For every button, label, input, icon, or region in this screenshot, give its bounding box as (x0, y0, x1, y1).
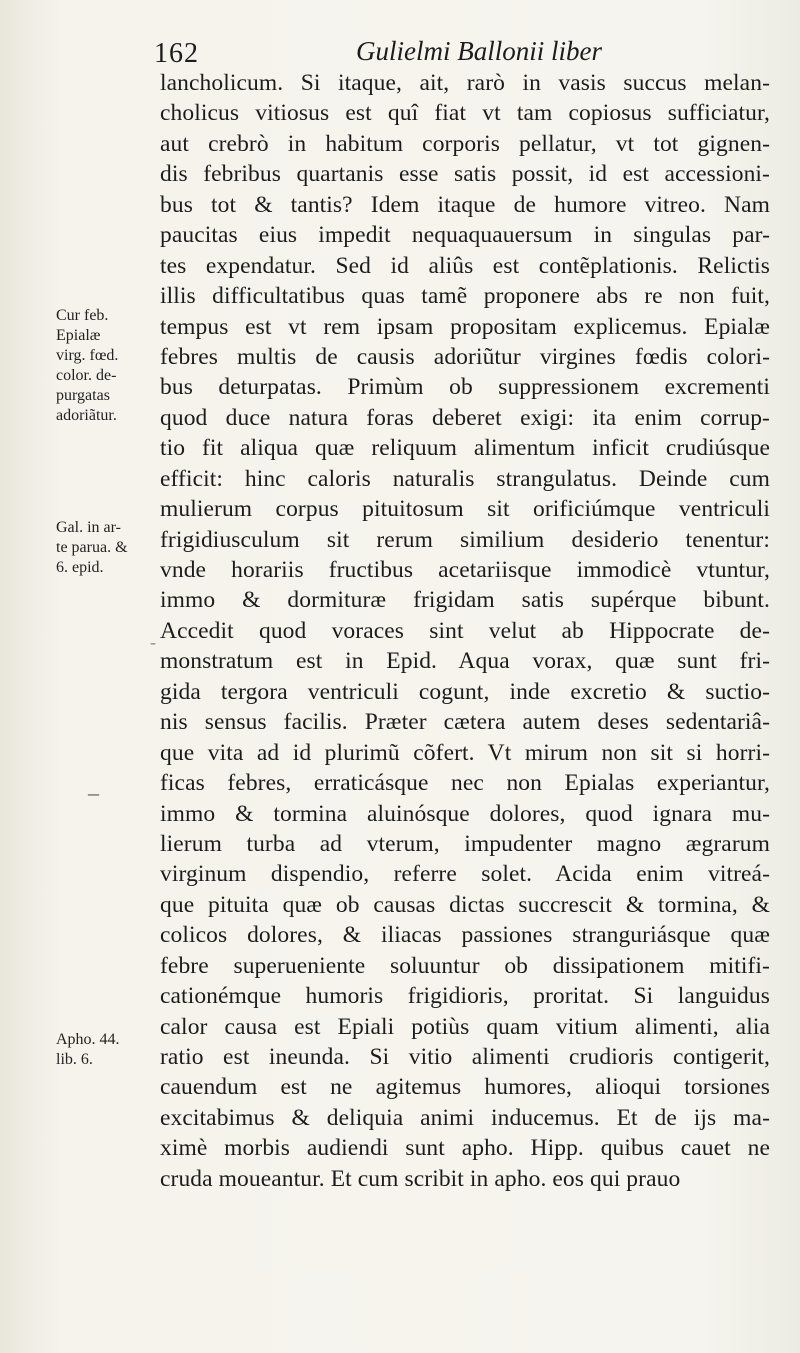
text-line: que pituita quæ ob causas dictas succrescit & tormina, & (160, 891, 770, 918)
text-line: gida tergora ventriculi cogunt, inde excretio & suctio- (160, 678, 770, 705)
text-line: que vita ad id plurimũ cõfert. Vt mirum non sit si horri- (160, 739, 770, 766)
text-line: cruda moueantur. Et cum scribit in apho. eos qui prauo (160, 1165, 681, 1192)
text-line: virginum dispendio, referre solet. Acida enim vitreá- (160, 861, 770, 888)
text-line: lancholicum. Si itaque, ait, rarò in vasis succus melan- (160, 70, 770, 96)
text-line: immo & tormina aluinósque dolores, quod ignara mu- (160, 800, 770, 827)
text-line: aut crebrò in habitum corporis pellatur, vt tot gignen- (160, 130, 770, 157)
body-text (160, 68, 770, 1194)
text-line: tes expendatur. Sed id aliûs est contẽplationis. Relictis (160, 252, 770, 279)
margin-note-galen: Gal. in ar- te parua. & 6. epid. (56, 519, 128, 576)
text-line: illis difficultatibus quas tamẽ proponere abs re non fuit, (160, 283, 770, 310)
book-title: Gulielmi Ballonii liber (356, 36, 602, 66)
page-number: 162 (154, 38, 199, 69)
text-line: immo & dormituræ frigidam satis supérque bibunt. (160, 587, 770, 614)
margin-dash: - (150, 632, 156, 652)
text-line: ximè morbis audiendi sunt apho. Hipp. quibus cauet ne (160, 1135, 770, 1162)
text-line: calor causa est Epiali potiùs quam vitium alimenti, alia (160, 1013, 770, 1040)
text-line: dis febribus quartanis esse satis possit, id est accessioni- (160, 161, 770, 188)
text-line: tempus est vt rem ipsam propositam explicemus. Epialæ (160, 313, 770, 340)
text-line: ratio est ineunda. Si vitio alimenti crudioris contigerit, (160, 1044, 770, 1070)
margin-note-aphorism: Apho. 44. lib. 6. (56, 1031, 120, 1068)
text-line: cauendum est ne agitemus humores, alioqui torsiones (160, 1074, 770, 1101)
text-line: colicos dolores, & iliacas passiones stranguriásque quæ (160, 922, 770, 949)
text-line: nis sensus facilis. Præter cætera autem deses sedentariâ- (160, 709, 770, 736)
text-line: quod duce natura foras deberet exigi: ita enim corrup- (160, 404, 770, 431)
text-line: ficas febres, erraticásque nec non Epialas experiantur, (160, 770, 770, 797)
text-line: febre superueniente soluuntur ob dissipationem mitifi- (160, 952, 770, 979)
margin-note-epialae: Cur feb. Epialæ virg. fœd. color. de- purgatas adoriãtur. (56, 307, 119, 424)
text-line: bus tot & tantis? Idem itaque de humore vitreo. Nam (160, 191, 770, 218)
running-head (150, 34, 630, 70)
text-line: cationémque humoris frigidioris, proritat. Si languidus (160, 983, 770, 1010)
text-line: mulierum corpus pituitosum sit orificiúmque ventriculi (160, 496, 770, 523)
text-line: cholicus vitiosus est quî fiat vt tam copiosus sufficiatur, (160, 100, 770, 127)
text-line: frigidiusculum sit rerum similium desiderio tenentur: (160, 526, 770, 553)
text-line: monstratum est in Epid. Aqua vorax, quæ sunt fri- (160, 648, 770, 675)
text-line: vnde horariis fructibus acetariisque immodicè vtuntur, (160, 557, 770, 583)
text-line: excitabimus & deliquia animi inducemus. Et de ijs ma- (160, 1104, 770, 1131)
text-line: lierum turba ad vterum, impudenter magno ægrarum (160, 830, 770, 857)
text-line: Accedit quod voraces sint velut ab Hippocrate de- (160, 617, 770, 644)
text-line: bus deturpatas. Primùm ob suppressionem excrementi (160, 374, 770, 401)
text-line: paucitas eius impedit nequaquauersum in singulas par- (160, 222, 770, 249)
margin-dash: – (88, 780, 99, 805)
text-line: tio fit aliqua quæ reliquum alimentum inficit crudiúsque (160, 435, 770, 462)
text-line: efficit: hinc caloris naturalis strangulatus. Deinde cum (160, 465, 770, 492)
text-line: febres multis de causis adoriũtur virgines fœdis colori- (160, 343, 770, 370)
